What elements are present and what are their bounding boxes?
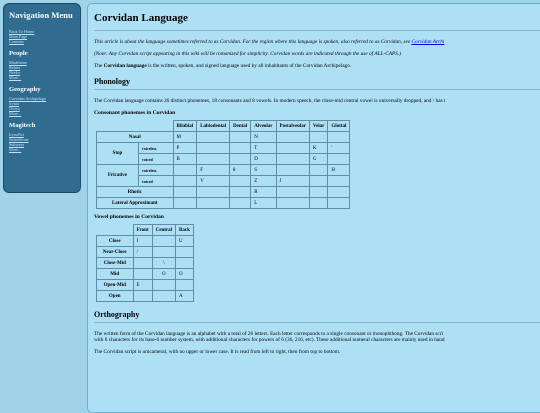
consonant-table-heading: Consonant phonemes in Corvidan [94, 110, 176, 116]
sidebar-link-geography-more[interactable]: More... [9, 111, 22, 116]
intro-post: is the written, spoken, and signed language used by all inhabitants of the Corvidan Archipelago. [146, 63, 352, 69]
table-cell [230, 143, 251, 154]
table-cell [276, 154, 309, 165]
table-row [97, 132, 350, 143]
table-cell [133, 258, 152, 269]
table-corner [97, 225, 134, 236]
sidebar-link-smartstone[interactable]: SmartStone [9, 137, 29, 142]
table-row [97, 236, 194, 247]
header-labiodental: Labiodental [197, 121, 230, 132]
intro-pre: The [94, 63, 104, 69]
table-cell: S [251, 165, 276, 176]
table-cell [230, 198, 251, 209]
sidebar-section-magitech: Magitech [9, 122, 36, 129]
header-central: Central [152, 225, 175, 236]
table-cell [197, 187, 230, 198]
title-divider [94, 30, 540, 31]
phonology-divider [94, 89, 540, 90]
sidebar-link-contents[interactable]: Contents [9, 39, 24, 44]
table-cell [230, 132, 251, 143]
row-label-lateral-approximant: Lateral Approximant [97, 198, 174, 209]
table-cell [328, 132, 350, 143]
row-sublabel-stop-voiced: voiced [138, 154, 173, 165]
orthography-divider [94, 322, 540, 323]
table-cell [197, 143, 230, 154]
table-cell: G [309, 154, 327, 165]
header-back: Back [176, 225, 194, 236]
row-sublabel-fricative-voiced: voiced [138, 176, 173, 187]
table-cell [309, 198, 327, 209]
table-cell: D [251, 154, 276, 165]
header-velar: Velar [309, 121, 327, 132]
table-corner [97, 121, 174, 132]
vowel-table [96, 224, 194, 302]
row-label-stop: Stop [97, 143, 139, 165]
table-row [97, 280, 194, 291]
row-label-near-close: Near-Close [97, 247, 134, 258]
table-cell [309, 176, 327, 187]
table-cell [197, 198, 230, 209]
sidebar-link-people-more[interactable]: More... [9, 75, 22, 80]
table-row [97, 198, 350, 209]
table-cell [176, 258, 194, 269]
table-cell: E [133, 280, 152, 291]
table-cell [276, 198, 309, 209]
table-cell [328, 187, 350, 198]
sidebar-section-people: People [9, 50, 28, 57]
table-cell [309, 132, 327, 143]
table-cell [133, 269, 152, 280]
sidebar-title: Navigation Menu [9, 10, 73, 20]
table-cell [197, 154, 230, 165]
table-cell: M [173, 132, 197, 143]
table-cell [309, 165, 327, 176]
table-cell: Z [251, 176, 276, 187]
table-row [97, 291, 194, 302]
row-sublabel-stop-voiceless: voiceless [138, 143, 173, 154]
table-cell [328, 198, 350, 209]
sidebar-link-corvidan-archipelago[interactable]: Corvidan Archipelago [9, 96, 47, 101]
table-cell: U [176, 236, 194, 247]
row-label-nasal: Nasal [97, 132, 174, 143]
table-cell [230, 154, 251, 165]
table-cell [152, 280, 175, 291]
row-label-open-mid: Open-Mid [97, 280, 134, 291]
header-bilabial: Bilabial [173, 121, 197, 132]
table-cell: I [133, 236, 152, 247]
vowel-table-heading: Vowel phonemes in Corvidan [94, 214, 164, 220]
sidebar-link-irynia[interactable]: Irynia [9, 101, 19, 106]
table-row [97, 258, 194, 269]
table-cell [173, 176, 197, 187]
table-cell [176, 280, 194, 291]
table-row [97, 225, 194, 236]
header-postalveolar: Postalveolar [276, 121, 309, 132]
table-cell: R [251, 187, 276, 198]
header-glottal: Glottal [328, 121, 350, 132]
sidebar-link-main-page[interactable]: Main Page [9, 34, 28, 39]
table-cell: \ [152, 258, 175, 269]
table-cell: N [251, 132, 276, 143]
table-cell: A [176, 291, 194, 302]
table-cell [133, 291, 152, 302]
table-cell [152, 291, 175, 302]
table-cell: L [251, 198, 276, 209]
orthography-line-2: with 6 characters for its base-6 number system, with additional characters for powers of 6 (36, 216, etc). These additional numeral characters are mainly used in hand [94, 337, 445, 343]
table-cell [173, 187, 197, 198]
table-cell: ' [328, 143, 350, 154]
page-title: Corvidan Language [94, 12, 188, 24]
table-cell [328, 154, 350, 165]
sidebar-section-geography: Geography [9, 86, 41, 93]
orthography-line-1: The written form of the Corvidan language is an alphabet with a total of 26 letters. Each letter corresponds to a single consonant or monophthong. The Corvidan scri [94, 331, 443, 337]
sidebar-link-irynanet[interactable]: IrynaNet [9, 132, 24, 137]
table-cell: O [176, 269, 194, 280]
table-cell: K [309, 143, 327, 154]
table-cell [197, 132, 230, 143]
table-cell [230, 187, 251, 198]
row-label-fricative: Fricative [97, 165, 139, 187]
sidebar-link-reiner[interactable]: Reiner [9, 65, 21, 70]
sidebar-link-ovesu[interactable]: Ovesu [9, 106, 20, 111]
table-cell [276, 187, 309, 198]
sidebar [3, 3, 81, 193]
sidebar-link-subways[interactable]: Subways [9, 142, 25, 147]
table-cell: θ [230, 165, 251, 176]
sidebar-link-magitech-more[interactable]: More... [9, 147, 22, 152]
orthography-heading: Orthography [94, 310, 140, 319]
table-cell [173, 198, 197, 209]
consonant-table [96, 120, 350, 209]
table-cell: / [133, 247, 152, 258]
table-row [97, 187, 350, 198]
table-cell: V [197, 176, 230, 187]
sidebar-link-neeko[interactable]: Neeko [9, 70, 20, 75]
phonology-heading: Phonology [94, 77, 131, 86]
table-cell [152, 236, 175, 247]
table-cell: T [251, 143, 276, 154]
table-row [97, 143, 350, 154]
table-cell [328, 176, 350, 187]
table-row [97, 121, 350, 132]
table-cell: F [197, 165, 230, 176]
article-content [87, 3, 540, 413]
table-row [97, 165, 350, 176]
table-cell [276, 165, 309, 176]
table-cell: B [173, 154, 197, 165]
table-cell [230, 176, 251, 187]
row-label-mid: Mid [97, 269, 134, 280]
table-row [97, 269, 194, 280]
row-label-close-mid: Close-Mid [97, 258, 134, 269]
table-row [97, 247, 194, 258]
romanization-note: (Note: Any Corvidan script appearing in this wiki will be romanized for simplicity. Corvidan words are indicated through the use of ALL-CAPS.) [94, 51, 401, 57]
table-cell [276, 132, 309, 143]
header-dental: Dental [230, 121, 251, 132]
row-label-open: Open [97, 291, 134, 302]
table-cell: P [173, 143, 197, 154]
table-cell [173, 165, 197, 176]
hatnote-text: This article is about the language sometimes referred to as Corvidan. For the region where this language is spoken, also referred to as Corvidan, see [94, 39, 412, 45]
table-cell: O [152, 269, 175, 280]
table-cell: H [328, 165, 350, 176]
table-cell [176, 247, 194, 258]
header-alveolar: Alveolar [251, 121, 276, 132]
hatnote-link[interactable]: Corvidan Archi [411, 39, 445, 45]
orthography-line-3: The Corvidan script is unicameral, with no upper or lower case. It is read from left to right, then from top to bottom. [94, 349, 341, 355]
intro-paragraph [94, 63, 540, 69]
table-cell [152, 247, 175, 258]
table-cell [309, 187, 327, 198]
hatnote [94, 39, 540, 45]
table-cell [276, 143, 309, 154]
row-label-rhotic: Rhotic [97, 187, 174, 198]
header-front: Front [133, 225, 152, 236]
row-label-close: Close [97, 236, 134, 247]
sidebar-link-madeleine[interactable]: Madeleine [9, 60, 27, 65]
row-sublabel-fricative-voiceless: voiceless [138, 165, 173, 176]
table-cell: J [276, 176, 309, 187]
intro-bold: Corvidan language [103, 63, 147, 69]
sidebar-link-back-to-home[interactable]: Back To Home [9, 29, 35, 34]
phonology-paragraph: The Corvidan language contains 26 distinct phonemes, 18 consonants and 8 vowels. In modern speech, the close-mid central vowel is universally dropped, and \ has t [94, 98, 446, 104]
